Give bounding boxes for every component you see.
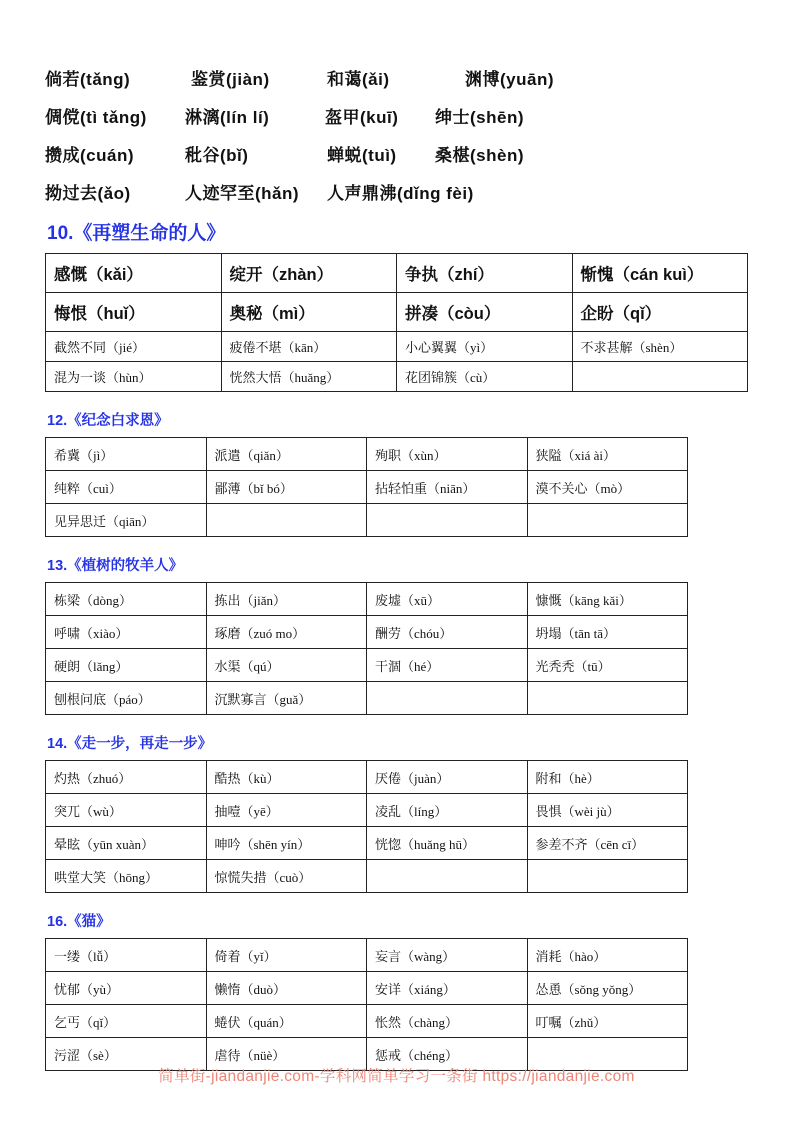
vocab-cell: 废墟（xū）: [367, 583, 528, 616]
word-item: 盔甲(kuī): [325, 107, 399, 127]
word-item: 淋漓(lín lí): [185, 107, 270, 127]
vocab-cell: 畏惧（wèi jù）: [527, 794, 688, 827]
section-title-lesson-14: 14.《走一步，再走一步》: [47, 736, 213, 752]
section-title-lesson-13: 13.《植树的牧羊人》: [47, 558, 184, 574]
vocab-row: [46, 332, 748, 362]
vocab-row: [46, 649, 688, 682]
vocab-cell: 光秃秃（tū）: [527, 649, 688, 682]
word-item: 秕谷(bǐ): [185, 145, 249, 165]
vocab-table-lesson-10: [45, 253, 748, 392]
vocab-cell: 水渠（qú）: [206, 649, 367, 682]
word-item: 倘若(tǎng): [45, 69, 131, 89]
vocab-cell: 鄙薄（bǐ bó）: [206, 471, 367, 504]
vocab-cell: 疲倦不堪（kān）: [221, 332, 397, 362]
vocab-row: [46, 293, 748, 332]
vocab-table-lesson-13: [45, 582, 688, 715]
vocab-cell: 不求甚解（shèn）: [572, 332, 748, 362]
section-title-lesson-12: 12.《纪念白求恩》: [47, 413, 169, 429]
vocab-row: [46, 860, 688, 893]
word-list: [45, 58, 748, 210]
vocab-cell: 一缕（lǚ）: [46, 939, 207, 972]
vocab-row: [46, 972, 688, 1005]
vocab-cell: 拈轻怕重（niān）: [367, 471, 528, 504]
word-item: 绅士(shēn): [435, 107, 524, 127]
vocab-cell: 忧郁（yù）: [46, 972, 207, 1005]
vocab-cell: 慷慨（kāng kǎi）: [527, 583, 688, 616]
vocab-cell: 污涩（sè）: [46, 1038, 207, 1071]
vocab-cell: [367, 860, 528, 893]
word-item: 蝉蜕(tuì): [327, 145, 397, 165]
vocab-cell: 绽开（zhàn）: [221, 254, 397, 293]
vocab-row: [46, 362, 748, 392]
word-item: 人声鼎沸(dǐng fèi): [327, 183, 474, 203]
vocab-cell: 厌倦（juàn）: [367, 761, 528, 794]
vocab-table-lesson-14: [45, 760, 688, 893]
vocab-cell: 希冀（jì）: [46, 438, 207, 471]
word-item: 鉴赏(jiàn): [191, 69, 270, 89]
vocab-cell: [367, 682, 528, 715]
word-item: 拗过去(ǎo): [45, 183, 131, 203]
footer-watermark: 简单街-jiandanjie.com-学科网简单学习一条街 https://jiandanjie.com: [158, 1068, 635, 1085]
vocab-cell: 妄言（wàng）: [367, 939, 528, 972]
vocab-cell: [206, 504, 367, 537]
vocab-cell: 突兀（wù）: [46, 794, 207, 827]
vocab-table-lesson-16: [45, 938, 688, 1071]
vocab-cell: 惊慌失措（cuò）: [206, 860, 367, 893]
word-list-line-4: [45, 172, 748, 210]
vocab-row: [46, 471, 688, 504]
vocab-row: [46, 761, 688, 794]
vocab-cell: 叮嘱（zhǔ）: [527, 1005, 688, 1038]
vocab-cell: 悔恨（huǐ）: [46, 293, 222, 332]
word-item: 人迹罕至(hǎn): [185, 183, 300, 203]
vocab-cell: 奥秘（mì）: [221, 293, 397, 332]
word-list-line-2: [45, 96, 748, 134]
vocab-row: [46, 939, 688, 972]
word-list-line-1: [45, 58, 748, 96]
vocab-cell: 酷热（kù）: [206, 761, 367, 794]
vocab-cell: 争执（zhí）: [397, 254, 573, 293]
vocab-cell: [572, 362, 748, 392]
vocab-row: [46, 682, 688, 715]
vocab-cell: 凌乱（líng）: [367, 794, 528, 827]
vocab-cell: 怅然（chàng）: [367, 1005, 528, 1038]
vocab-cell: 刨根问底（páo）: [46, 682, 207, 715]
vocab-cell: 感慨（kǎi）: [46, 254, 222, 293]
word-item: 倜傥(tì tǎng): [45, 107, 147, 127]
vocab-cell: 附和（hè）: [527, 761, 688, 794]
vocab-cell: 呻吟（shēn yín）: [206, 827, 367, 860]
vocab-cell: [367, 504, 528, 537]
vocab-row: [46, 583, 688, 616]
vocab-cell: 灼热（zhuó）: [46, 761, 207, 794]
vocab-cell: 花团锦簇（cù）: [397, 362, 573, 392]
vocab-cell: [527, 682, 688, 715]
word-list-line-3: [45, 134, 748, 172]
vocab-cell: 派遣（qiǎn）: [206, 438, 367, 471]
word-item: 攒成(cuán): [45, 145, 134, 165]
vocab-cell: 截然不同（jié）: [46, 332, 222, 362]
vocab-row: [46, 438, 688, 471]
vocab-cell: 纯粹（cuì）: [46, 471, 207, 504]
vocab-cell: 惭愧（cán kuì）: [572, 254, 748, 293]
vocab-cell: 见异思迁（qiān）: [46, 504, 207, 537]
vocab-cell: 拼凑（còu）: [397, 293, 573, 332]
vocab-cell: 呼啸（xiào）: [46, 616, 207, 649]
vocab-row: [46, 1005, 688, 1038]
vocab-cell: 抽噎（yē）: [206, 794, 367, 827]
vocab-cell: 拣出（jiǎn）: [206, 583, 367, 616]
vocab-cell: 狭隘（xiá ài）: [527, 438, 688, 471]
word-item: 渊博(yuān): [465, 69, 554, 89]
word-item: 桑椹(shèn): [435, 145, 524, 165]
word-item: 和蔼(ǎi): [327, 69, 390, 89]
section-title-lesson-16: 16.《猫》: [47, 914, 111, 930]
vocab-cell: 晕眩（yūn xuàn）: [46, 827, 207, 860]
vocab-table-lesson-12: [45, 437, 688, 537]
vocab-cell: 坍塌（tān tā）: [527, 616, 688, 649]
vocab-cell: 沉默寡言（guǎ）: [206, 682, 367, 715]
vocab-cell: 懒惰（duò）: [206, 972, 367, 1005]
vocab-cell: 小心翼翼（yì）: [397, 332, 573, 362]
vocab-cell: 怂恿（sǒng yǒng）: [527, 972, 688, 1005]
vocab-cell: 恍惚（huǎng hū）: [367, 827, 528, 860]
vocab-cell: 混为一谈（hùn）: [46, 362, 222, 392]
vocab-cell: 蜷伏（quán）: [206, 1005, 367, 1038]
vocab-row: [46, 827, 688, 860]
vocab-row: [46, 794, 688, 827]
vocab-cell: 哄堂大笑（hōng）: [46, 860, 207, 893]
vocab-row: [46, 504, 688, 537]
vocab-cell: 安详（xiáng）: [367, 972, 528, 1005]
vocab-cell: 倚着（yǐ）: [206, 939, 367, 972]
vocab-cell: 消耗（hào）: [527, 939, 688, 972]
vocab-cell: 参差不齐（cēn cī）: [527, 827, 688, 860]
vocab-cell: 虐待（nüè）: [206, 1038, 367, 1071]
vocab-cell: 干涸（hé）: [367, 649, 528, 682]
vocab-cell: 企盼（qǐ）: [572, 293, 748, 332]
vocab-cell: 乞丐（qǐ）: [46, 1005, 207, 1038]
vocab-row: [46, 254, 748, 293]
vocab-row: [46, 616, 688, 649]
vocab-cell: [527, 504, 688, 537]
section-title-lesson-10: 10.《再塑生命的人》: [47, 223, 226, 244]
vocab-cell: 漠不关心（mò）: [527, 471, 688, 504]
vocab-cell: 殉职（xùn）: [367, 438, 528, 471]
vocab-cell: 恍然大悟（huǎng）: [221, 362, 397, 392]
vocab-cell: 惩戒（chéng）: [367, 1038, 528, 1071]
vocab-cell: 栋梁（dòng）: [46, 583, 207, 616]
vocab-cell: 酬劳（chóu）: [367, 616, 528, 649]
vocab-cell: 硬朗（lǎng）: [46, 649, 207, 682]
vocab-cell: 琢磨（zuó mo）: [206, 616, 367, 649]
vocab-cell: [527, 860, 688, 893]
